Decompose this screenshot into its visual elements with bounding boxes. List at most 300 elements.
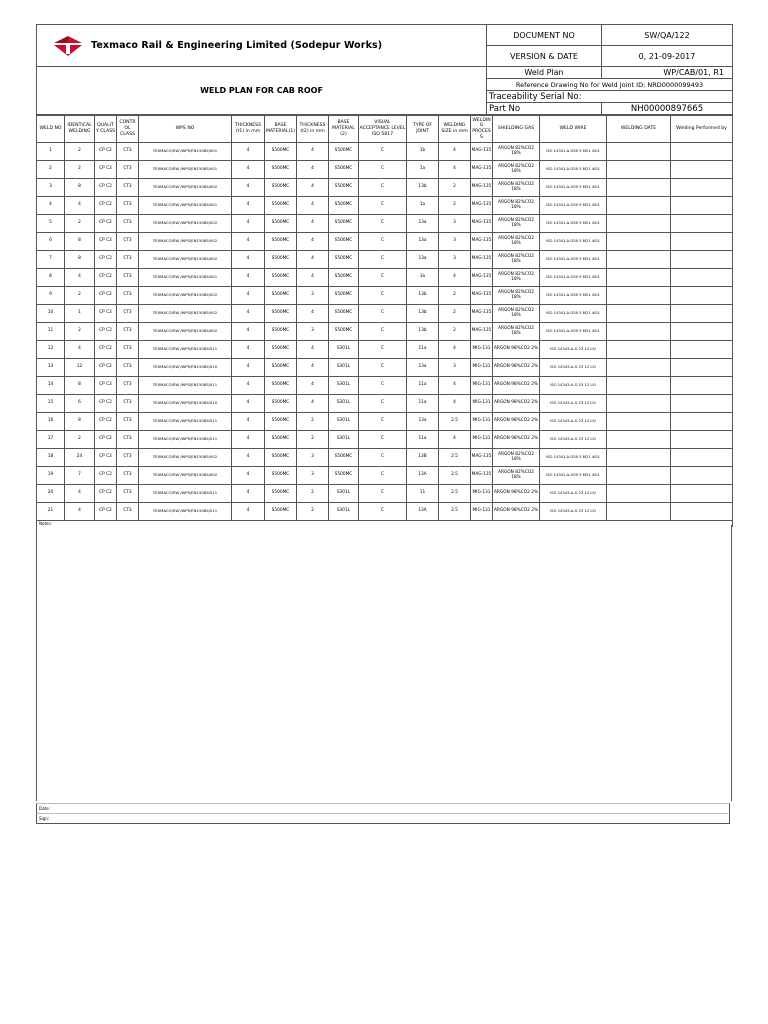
cell-base-material-2: S500MC bbox=[329, 323, 359, 341]
weld-plan-value: WP/CAB/01, R1 bbox=[602, 67, 733, 79]
cell-welding-date bbox=[607, 251, 671, 269]
cell-quality-class: CP C2 bbox=[95, 431, 117, 449]
cell-welding-process: MIG-131 bbox=[471, 377, 493, 395]
cell-thickness-2: 4 bbox=[297, 233, 329, 251]
col-welding-size: WELDING SIZE in mm bbox=[439, 116, 471, 143]
cell-shielding-gas: ARGON 82%CO2 18% bbox=[493, 305, 540, 323]
sign-label: Sign: bbox=[36, 813, 730, 824]
cell-welding-size: 3 bbox=[439, 359, 471, 377]
cell-welding-size: 4 bbox=[439, 161, 471, 179]
cell-base-material-2: S500MC bbox=[329, 251, 359, 269]
cell-identical-welding: 12 bbox=[65, 359, 95, 377]
cell-weld-no: 14 bbox=[37, 377, 65, 395]
cell-shielding-gas: ARGON 98%CO2 2% bbox=[493, 359, 540, 377]
cell-base-material-1: S500MC bbox=[265, 341, 297, 359]
cell-control-class: CT3 bbox=[117, 413, 139, 431]
cell-thickness-2: 3 bbox=[297, 467, 329, 485]
cell-joint-type: 13a bbox=[407, 359, 439, 377]
cell-welding-performed-by bbox=[671, 143, 733, 161]
cell-joint-type: 13b bbox=[407, 287, 439, 305]
cell-quality-class: CP C2 bbox=[95, 251, 117, 269]
cell-identical-welding: 4 bbox=[65, 485, 95, 503]
cell-welding-performed-by bbox=[671, 251, 733, 269]
cell-wps-no: TEXMACO/SW /WPS/EN15085/001 bbox=[139, 197, 232, 215]
cell-welding-performed-by bbox=[671, 467, 733, 485]
cell-welding-performed-by bbox=[671, 161, 733, 179]
cell-thickness-1: 4 bbox=[232, 233, 265, 251]
weld-table-body bbox=[37, 143, 733, 521]
cell-base-material-2: S500MC bbox=[329, 467, 359, 485]
table-row bbox=[37, 377, 733, 395]
table-row bbox=[37, 215, 733, 233]
cell-wps-no: TEXMACO/SW /WPS/EN15085/002 bbox=[139, 179, 232, 197]
cell-weld-wire: ISO 14343-A-G 23 12 LSi bbox=[540, 377, 607, 395]
cell-weld-no: 4 bbox=[37, 197, 65, 215]
cell-shielding-gas: ARGON 82%CO2 18% bbox=[493, 143, 540, 161]
cell-shielding-gas: ARGON 82%CO2 18% bbox=[493, 269, 540, 287]
cell-welding-date bbox=[607, 413, 671, 431]
cell-control-class: CT3 bbox=[117, 449, 139, 467]
col-weld-no: WELD NO bbox=[37, 116, 65, 143]
cell-welding-process: MAG-135 bbox=[471, 305, 493, 323]
cell-thickness-2: 2 bbox=[297, 485, 329, 503]
cell-welding-size: 4 bbox=[439, 431, 471, 449]
cell-base-material-1: S500MC bbox=[265, 449, 297, 467]
cell-weld-no: 9 bbox=[37, 287, 65, 305]
cell-joint-type: 1b bbox=[407, 143, 439, 161]
footer bbox=[36, 803, 730, 824]
cell-welding-date bbox=[607, 395, 671, 413]
cell-weld-no: 7 bbox=[37, 251, 65, 269]
cell-shielding-gas: ARGON 82%CO2 18% bbox=[493, 197, 540, 215]
cell-quality-class: CP C2 bbox=[95, 323, 117, 341]
cell-identical-welding: 2 bbox=[65, 215, 95, 233]
cell-shielding-gas: ARGON 82%CO2 18% bbox=[493, 215, 540, 233]
cell-base-material-1: S500MC bbox=[265, 323, 297, 341]
cell-shielding-gas: ARGON 98%CO2 2% bbox=[493, 485, 540, 503]
cell-weld-no: 12 bbox=[37, 341, 65, 359]
cell-shielding-gas: ARGON 82%CO2 18% bbox=[493, 233, 540, 251]
doc-no-value: SW/QA/122 bbox=[602, 25, 733, 46]
cell-joint-type: 11a bbox=[407, 341, 439, 359]
cell-weld-wire: ISO 14341-A-G50 5 M21 4Si1 bbox=[540, 269, 607, 287]
table-row bbox=[37, 503, 733, 521]
cell-thickness-1: 4 bbox=[232, 305, 265, 323]
cell-welding-process: MIG-131 bbox=[471, 431, 493, 449]
cell-welding-size: 4 bbox=[439, 377, 471, 395]
cell-shielding-gas: ARGON 98%CO2 2% bbox=[493, 413, 540, 431]
version-label: VERSION & DATE bbox=[487, 46, 602, 67]
cell-joint-type: 3a bbox=[407, 269, 439, 287]
cell-welding-process: MIG-131 bbox=[471, 413, 493, 431]
cell-welding-size: 2 bbox=[439, 305, 471, 323]
cell-base-material-2: S301L bbox=[329, 341, 359, 359]
cell-weld-no: 11 bbox=[37, 323, 65, 341]
doc-no-label: DOCUMENT NO bbox=[487, 25, 602, 46]
cell-visual-acceptance: C bbox=[359, 395, 407, 413]
cell-visual-acceptance: C bbox=[359, 233, 407, 251]
cell-identical-welding: 2 bbox=[65, 287, 95, 305]
cell-welding-performed-by bbox=[671, 413, 733, 431]
cell-shielding-gas: ARGON 98%CO2 2% bbox=[493, 395, 540, 413]
cell-thickness-2: 3 bbox=[297, 287, 329, 305]
cell-thickness-1: 4 bbox=[232, 485, 265, 503]
table-row bbox=[37, 449, 733, 467]
cell-quality-class: CP C2 bbox=[95, 143, 117, 161]
cell-thickness-1: 4 bbox=[232, 197, 265, 215]
cell-welding-process: MAG-135 bbox=[471, 467, 493, 485]
cell-wps-no: TEXMACO/SW /WPS/EN15085/011 bbox=[139, 485, 232, 503]
cell-identical-welding: 7 bbox=[65, 467, 95, 485]
cell-quality-class: CP C2 bbox=[95, 233, 117, 251]
cell-joint-type: 13b bbox=[407, 305, 439, 323]
cell-identical-welding: 2 bbox=[65, 431, 95, 449]
cell-identical-welding: 4 bbox=[65, 503, 95, 521]
cell-weld-wire: ISO 14343-A-G 23 12 LSi bbox=[540, 341, 607, 359]
cell-thickness-2: 2 bbox=[297, 413, 329, 431]
cell-base-material-1: S500MC bbox=[265, 233, 297, 251]
cell-welding-process: MAG-135 bbox=[471, 287, 493, 305]
cell-welding-size: 2.5 bbox=[439, 413, 471, 431]
cell-welding-date bbox=[607, 341, 671, 359]
part-no-label: Part No bbox=[487, 103, 602, 115]
cell-welding-size: 2 bbox=[439, 197, 471, 215]
cell-visual-acceptance: C bbox=[359, 413, 407, 431]
cell-visual-acceptance: C bbox=[359, 467, 407, 485]
cell-weld-wire: ISO 14341-A-G50 5 M21 4Si1 bbox=[540, 215, 607, 233]
cell-control-class: CT3 bbox=[117, 161, 139, 179]
cell-welding-date bbox=[607, 359, 671, 377]
cell-thickness-1: 4 bbox=[232, 503, 265, 521]
cell-base-material-2: S301L bbox=[329, 485, 359, 503]
cell-wps-no: TEXMACO/SW /WPS/EN15085/011 bbox=[139, 377, 232, 395]
cell-control-class: CT3 bbox=[117, 359, 139, 377]
cell-base-material-1: S500MC bbox=[265, 485, 297, 503]
cell-welding-performed-by bbox=[671, 305, 733, 323]
cell-control-class: CT3 bbox=[117, 305, 139, 323]
cell-wps-no: TEXMACO/SW /WPS/EN15085/011 bbox=[139, 431, 232, 449]
table-row bbox=[37, 233, 733, 251]
cell-base-material-1: S500MC bbox=[265, 413, 297, 431]
cell-identical-welding: 24 bbox=[65, 449, 95, 467]
traceability-serial: Traceability Serial No: bbox=[487, 91, 733, 103]
cell-visual-acceptance: C bbox=[359, 197, 407, 215]
cell-welding-process: MIG-131 bbox=[471, 503, 493, 521]
cell-thickness-1: 4 bbox=[232, 341, 265, 359]
cell-welding-date bbox=[607, 179, 671, 197]
cell-base-material-2: S500MC bbox=[329, 287, 359, 305]
cell-control-class: CT3 bbox=[117, 197, 139, 215]
cell-base-material-1: S500MC bbox=[265, 431, 297, 449]
cell-control-class: CT3 bbox=[117, 251, 139, 269]
cell-shielding-gas: ARGON 82%CO2 18% bbox=[493, 467, 540, 485]
cell-thickness-2: 2 bbox=[297, 503, 329, 521]
cell-welding-performed-by bbox=[671, 377, 733, 395]
version-value: 0, 21-09-2017 bbox=[602, 46, 733, 67]
cell-quality-class: CP C2 bbox=[95, 161, 117, 179]
cell-welding-process: MAG-135 bbox=[471, 269, 493, 287]
table-row bbox=[37, 197, 733, 215]
cell-wps-no: TEXMACO/SW /WPS/EN15085/001 bbox=[139, 269, 232, 287]
cell-wps-no: TEXMACO/SW /WPS/EN15085/001 bbox=[139, 161, 232, 179]
cell-identical-welding: 8 bbox=[65, 413, 95, 431]
cell-joint-type: 13a bbox=[407, 215, 439, 233]
col-identical-welding: IDENTICAL WELDING bbox=[65, 116, 95, 143]
cell-weld-wire: ISO 14341-A-G50 5 M21 4Si1 bbox=[540, 143, 607, 161]
cell-shielding-gas: ARGON 82%CO2 18% bbox=[493, 287, 540, 305]
cell-control-class: CT3 bbox=[117, 341, 139, 359]
cell-quality-class: CP C2 bbox=[95, 197, 117, 215]
cell-welding-date bbox=[607, 269, 671, 287]
cell-weld-wire: ISO 14341-A-G50 5 M21 4Si1 bbox=[540, 161, 607, 179]
cell-visual-acceptance: C bbox=[359, 287, 407, 305]
weld-table bbox=[36, 115, 733, 527]
cell-base-material-1: S500MC bbox=[265, 251, 297, 269]
reference-drawing: Reference Drawing No for Weld Joint ID: NRD0000099493 bbox=[487, 79, 733, 91]
cell-quality-class: CP C2 bbox=[95, 449, 117, 467]
cell-control-class: CT3 bbox=[117, 377, 139, 395]
cell-base-material-1: S500MC bbox=[265, 395, 297, 413]
cell-welding-date bbox=[607, 485, 671, 503]
cell-visual-acceptance: C bbox=[359, 215, 407, 233]
blank-area bbox=[36, 525, 732, 801]
cell-control-class: CT3 bbox=[117, 215, 139, 233]
cell-weld-wire: ISO 14341-A-G50 5 M21 4Si1 bbox=[540, 305, 607, 323]
page-title: WELD PLAN FOR CAB ROOF bbox=[37, 67, 487, 115]
date-label: Date: bbox=[36, 803, 730, 813]
cell-thickness-1: 4 bbox=[232, 467, 265, 485]
cell-control-class: CT3 bbox=[117, 467, 139, 485]
cell-visual-acceptance: C bbox=[359, 359, 407, 377]
cell-welding-size: 3 bbox=[439, 233, 471, 251]
cell-thickness-2: 4 bbox=[297, 269, 329, 287]
cell-control-class: CT3 bbox=[117, 431, 139, 449]
cell-weld-wire: ISO 14341-A-G50 5 M21 4Si1 bbox=[540, 233, 607, 251]
cell-quality-class: CP C2 bbox=[95, 485, 117, 503]
cell-base-material-2: S500MC bbox=[329, 143, 359, 161]
cell-welding-date bbox=[607, 161, 671, 179]
cell-thickness-2: 4 bbox=[297, 197, 329, 215]
col-control-class: CONTR OL CLASS bbox=[117, 116, 139, 143]
cell-identical-welding: 8 bbox=[65, 251, 95, 269]
table-row bbox=[37, 161, 733, 179]
col-weld-wire: WELD WIRE bbox=[540, 116, 607, 143]
cell-welding-process: MIG-131 bbox=[471, 341, 493, 359]
table-row bbox=[37, 467, 733, 485]
col-wps-no: WPS NO bbox=[139, 116, 232, 143]
cell-weld-wire: ISO 14341-A-G50 5 M21 4Si1 bbox=[540, 467, 607, 485]
cell-quality-class: CP C2 bbox=[95, 359, 117, 377]
cell-identical-welding: 4 bbox=[65, 341, 95, 359]
cell-control-class: CT3 bbox=[117, 503, 139, 521]
table-row bbox=[37, 287, 733, 305]
cell-control-class: CT3 bbox=[117, 287, 139, 305]
cell-quality-class: CP C2 bbox=[95, 305, 117, 323]
cell-base-material-1: S500MC bbox=[265, 215, 297, 233]
col-joint-type: TYPE OF JOINT bbox=[407, 116, 439, 143]
cell-welding-process: MAG-135 bbox=[471, 323, 493, 341]
col-quality-class: QUALIT Y CLASS bbox=[95, 116, 117, 143]
cell-weld-no: 2 bbox=[37, 161, 65, 179]
cell-welding-performed-by bbox=[671, 503, 733, 521]
cell-welding-size: 2.5 bbox=[439, 485, 471, 503]
cell-wps-no: TEXMACO/SW /WPS/EN15085/010 bbox=[139, 359, 232, 377]
cell-welding-process: MAG-135 bbox=[471, 143, 493, 161]
cell-weld-wire: ISO 14343-A-G 23 12 LSi bbox=[540, 413, 607, 431]
cell-weld-wire: ISO 14341-A-G50 5 M21 4Si1 bbox=[540, 179, 607, 197]
cell-control-class: CT3 bbox=[117, 485, 139, 503]
cell-thickness-2: 4 bbox=[297, 359, 329, 377]
cell-thickness-2: 3 bbox=[297, 449, 329, 467]
cell-welding-size: 2.5 bbox=[439, 467, 471, 485]
table-row bbox=[37, 485, 733, 503]
cell-wps-no: TEXMACO/SW /WPS/EN15085/011 bbox=[139, 413, 232, 431]
cell-base-material-2: S500MC bbox=[329, 161, 359, 179]
cell-welding-process: MAG-135 bbox=[471, 233, 493, 251]
cell-welding-performed-by bbox=[671, 197, 733, 215]
cell-wps-no: TEXMACO/SW /WPS/EN15085/002 bbox=[139, 251, 232, 269]
col-thickness-1: THICKNESS (t1) in mm bbox=[232, 116, 265, 143]
weld-plan-label: Weld Plan bbox=[487, 67, 602, 79]
part-no-value: NH00000897665 bbox=[602, 103, 733, 115]
cell-identical-welding: 8 bbox=[65, 179, 95, 197]
table-row bbox=[37, 341, 733, 359]
cell-wps-no: TEXMACO/SW /WPS/EN15085/002 bbox=[139, 449, 232, 467]
cell-thickness-2: 4 bbox=[297, 341, 329, 359]
table-row bbox=[37, 395, 733, 413]
cell-wps-no: TEXMACO/SW /WPS/EN15085/002 bbox=[139, 233, 232, 251]
cell-wps-no: TEXMACO/SW /WPS/EN15085/001 bbox=[139, 143, 232, 161]
cell-base-material-1: S500MC bbox=[265, 269, 297, 287]
cell-thickness-1: 4 bbox=[232, 251, 265, 269]
cell-visual-acceptance: C bbox=[359, 143, 407, 161]
cell-base-material-2: S301L bbox=[329, 431, 359, 449]
cell-quality-class: CP C2 bbox=[95, 467, 117, 485]
cell-base-material-2: S500MC bbox=[329, 269, 359, 287]
cell-base-material-2: S500MC bbox=[329, 215, 359, 233]
cell-welding-performed-by bbox=[671, 233, 733, 251]
cell-thickness-1: 4 bbox=[232, 413, 265, 431]
cell-base-material-2: S301L bbox=[329, 377, 359, 395]
col-thickness-2: THICKNESS (t2) in mm bbox=[297, 116, 329, 143]
cell-thickness-2: 4 bbox=[297, 251, 329, 269]
cell-visual-acceptance: C bbox=[359, 251, 407, 269]
cell-shielding-gas: ARGON 98%CO2 2% bbox=[493, 341, 540, 359]
cell-welding-date bbox=[607, 431, 671, 449]
cell-base-material-1: S500MC bbox=[265, 377, 297, 395]
table-row bbox=[37, 179, 733, 197]
cell-visual-acceptance: C bbox=[359, 503, 407, 521]
cell-thickness-1: 4 bbox=[232, 215, 265, 233]
col-base-material-1: BASE MATERIAL(1) bbox=[265, 116, 297, 143]
company-logo-icon bbox=[53, 35, 83, 57]
cell-identical-welding: 2 bbox=[65, 161, 95, 179]
cell-welding-date bbox=[607, 323, 671, 341]
company-cell bbox=[37, 25, 487, 67]
table-row bbox=[37, 413, 733, 431]
cell-thickness-1: 4 bbox=[232, 431, 265, 449]
cell-wps-no: TEXMACO/SW /WPS/EN15085/010 bbox=[139, 395, 232, 413]
cell-welding-process: MAG-135 bbox=[471, 215, 493, 233]
cell-welding-date bbox=[607, 215, 671, 233]
cell-joint-type: 13B bbox=[407, 449, 439, 467]
cell-base-material-1: S500MC bbox=[265, 467, 297, 485]
cell-base-material-2: S500MC bbox=[329, 449, 359, 467]
col-base-material-2: BASE MATERIAL (2) bbox=[329, 116, 359, 143]
cell-control-class: CT3 bbox=[117, 143, 139, 161]
cell-identical-welding: 2 bbox=[65, 323, 95, 341]
cell-thickness-2: 4 bbox=[297, 179, 329, 197]
cell-shielding-gas: ARGON 82%CO2 18% bbox=[493, 251, 540, 269]
cell-control-class: CT3 bbox=[117, 233, 139, 251]
cell-weld-wire: ISO 14341-A-G50 5 M21 4Si1 bbox=[540, 323, 607, 341]
cell-base-material-1: S500MC bbox=[265, 143, 297, 161]
company-name: Texmaco Rail & Engineering Limited (Sodepur Works) bbox=[91, 40, 383, 51]
cell-weld-wire: ISO 14343-A-G 23 12 LSi bbox=[540, 395, 607, 413]
cell-thickness-1: 4 bbox=[232, 143, 265, 161]
cell-visual-acceptance: C bbox=[359, 323, 407, 341]
cell-welding-performed-by bbox=[671, 179, 733, 197]
cell-welding-process: MAG-135 bbox=[471, 197, 493, 215]
cell-welding-size: 4 bbox=[439, 395, 471, 413]
table-row bbox=[37, 359, 733, 377]
cell-identical-welding: 8 bbox=[65, 377, 95, 395]
cell-wps-no: TEXMACO/SW /WPS/EN15085/002 bbox=[139, 287, 232, 305]
cell-base-material-1: S500MC bbox=[265, 197, 297, 215]
cell-thickness-2: 2 bbox=[297, 431, 329, 449]
cell-base-material-1: S500MC bbox=[265, 503, 297, 521]
table-row bbox=[37, 269, 733, 287]
table-row bbox=[37, 431, 733, 449]
cell-visual-acceptance: C bbox=[359, 161, 407, 179]
cell-weld-no: 6 bbox=[37, 233, 65, 251]
col-welding-performed-by: Welding Performed by bbox=[671, 116, 733, 143]
cell-welding-size: 2 bbox=[439, 287, 471, 305]
cell-identical-welding: 8 bbox=[65, 233, 95, 251]
cell-welding-process: MAG-135 bbox=[471, 179, 493, 197]
cell-thickness-2: 4 bbox=[297, 215, 329, 233]
cell-welding-performed-by bbox=[671, 341, 733, 359]
table-header-row bbox=[37, 116, 733, 143]
cell-joint-type: 13A bbox=[407, 467, 439, 485]
cell-base-material-2: S500MC bbox=[329, 197, 359, 215]
cell-joint-type: 11a bbox=[407, 377, 439, 395]
cell-welding-size: 2.5 bbox=[439, 503, 471, 521]
cell-joint-type: 11a bbox=[407, 431, 439, 449]
cell-weld-wire: ISO 14343-A-G 23 12 LSi bbox=[540, 485, 607, 503]
cell-control-class: CT3 bbox=[117, 395, 139, 413]
cell-joint-type: 1a bbox=[407, 197, 439, 215]
cell-welding-size: 4 bbox=[439, 341, 471, 359]
table-row bbox=[37, 323, 733, 341]
cell-welding-size: 4 bbox=[439, 143, 471, 161]
cell-base-material-1: S500MC bbox=[265, 359, 297, 377]
cell-thickness-1: 4 bbox=[232, 161, 265, 179]
cell-weld-wire: ISO 14343-A-G 23 12 LSi bbox=[540, 431, 607, 449]
cell-visual-acceptance: C bbox=[359, 377, 407, 395]
cell-weld-no: 18 bbox=[37, 449, 65, 467]
cell-wps-no: TEXMACO/SW /WPS/EN15085/002 bbox=[139, 323, 232, 341]
cell-identical-welding: 1 bbox=[65, 305, 95, 323]
cell-welding-performed-by bbox=[671, 269, 733, 287]
cell-weld-no: 1 bbox=[37, 143, 65, 161]
cell-welding-date bbox=[607, 377, 671, 395]
cell-wps-no: TEXMACO/SW /WPS/EN15085/011 bbox=[139, 341, 232, 359]
cell-base-material-1: S500MC bbox=[265, 305, 297, 323]
cell-quality-class: CP C2 bbox=[95, 269, 117, 287]
cell-thickness-2: 4 bbox=[297, 377, 329, 395]
cell-shielding-gas: ARGON 98%CO2 2% bbox=[493, 431, 540, 449]
